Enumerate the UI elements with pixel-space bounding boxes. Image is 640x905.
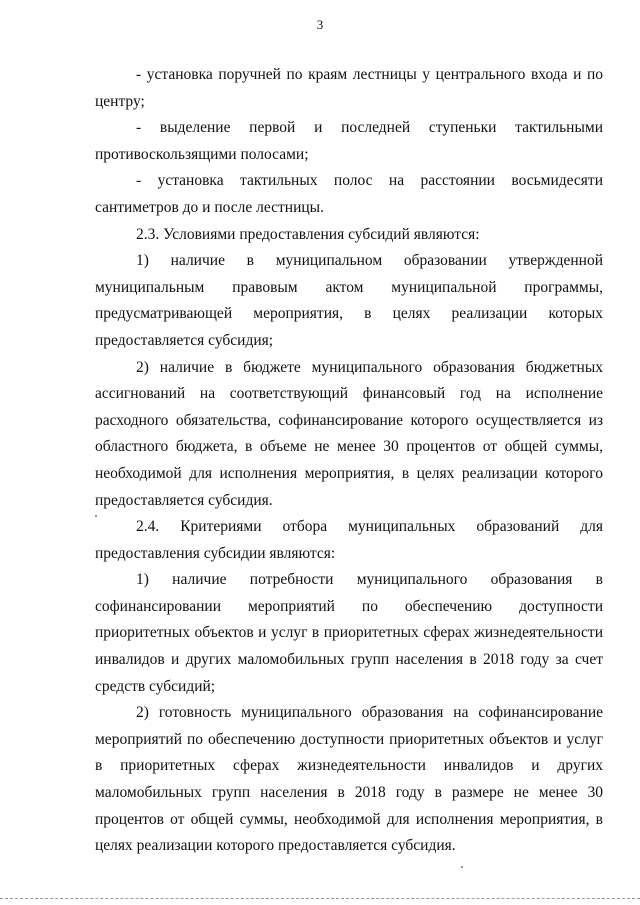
paragraph-condition-1: 1) наличие в муниципальном образовании утвержденной муниципальным правовым актом муниципальной программы, предусматривающей мероприятия, в целях реализации которых предоставляется субсидия; xyxy=(95,252,603,349)
paragraph-conditions-heading: 2.3. Условиями предоставления субсидий являются: xyxy=(136,225,480,243)
page-number: 3 xyxy=(316,17,324,32)
paragraph-criterion-2: 2) готовность муниципального образования на софинансирование мероприятий по обеспечению доступности приоритетных объектов и услуг в приоритетных сферах жизнедеятельности инвалидов и других маломобильных групп населения в 2018 году в размере не менее 30 процентов от общей суммы, необходимой для исполнения мероприятия, в целях реализации которого предоставляется субсидия. xyxy=(95,704,603,855)
scan-edge-line xyxy=(0,898,640,899)
document-body xyxy=(95,62,603,860)
paragraph-railings: - установка поручней по краям лестницы у центрального входа и по центру; xyxy=(95,66,603,110)
paragraph-tactile-strips: - установка тактильных полос на расстоянии восьмидесяти сантиметров до и после лестницы. xyxy=(95,172,603,216)
paragraph-criterion-1: 1) наличие потребности муниципального образования в софинансировании мероприятий по обеспечению доступности приоритетных объектов и услуг в приоритетных сферах жизнедеятельности инвалидов и других маломобильных групп населения в 2018 году за счет средств субсидий; xyxy=(95,571,603,695)
paragraph-condition-2: 2) наличие в бюджете муниципального образования бюджетных ассигнований на соответствующий финансовый год на исполнение расходного обязательства, софинансирование которого осуществляется из областного бюджета, в объеме не менее 30 процентов от общей суммы, необходимой для исполнения мероприятия, в целях реализации которого предоставляется субсидия. xyxy=(95,358,603,509)
paragraph-criteria-heading: 2.4. Критериями отбора муниципальных образований для предоставления субсидии являются: xyxy=(95,518,603,562)
scan-speck xyxy=(461,866,463,868)
paragraph-step-marking: - выделение первой и последней ступеньки тактильными противоскользящими полосами; xyxy=(95,119,603,163)
scan-speck xyxy=(95,515,97,517)
